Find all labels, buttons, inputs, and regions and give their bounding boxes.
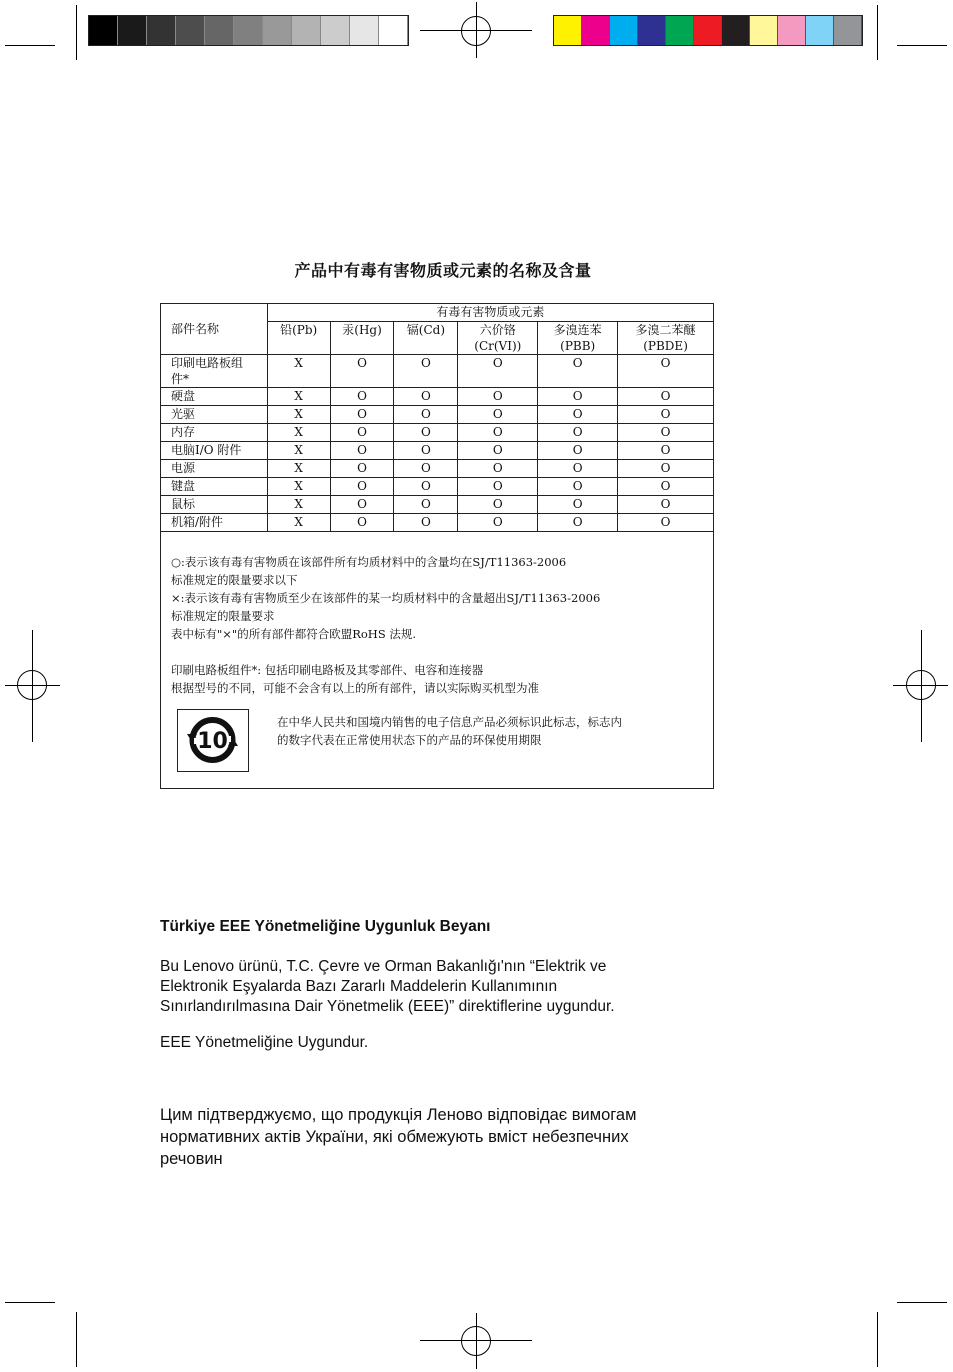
grey-swatch [350, 16, 379, 45]
note-line [171, 643, 600, 661]
ukraine-statement-line: нормативних актів України, які обмежують вміст небезпечних [160, 1128, 629, 1146]
substance-value-cell: O [394, 514, 458, 532]
substance-column-header [458, 322, 538, 355]
substance-value-cell: X [267, 514, 330, 532]
substance-value-cell: O [458, 355, 538, 388]
grey-swatch [263, 16, 292, 45]
part-name-cell [161, 388, 268, 406]
substance-value-cell: O [394, 496, 458, 514]
hazardous-substance-table [160, 303, 714, 532]
header-part-name: 部件名称 [161, 304, 268, 355]
substance-value-cell: O [538, 388, 618, 406]
substance-value-cell: O [330, 478, 394, 496]
substance-name: 镉(Cd) [406, 323, 446, 337]
substance-value-cell: O [618, 355, 714, 388]
part-name: 机箱/附件 [171, 515, 224, 529]
crop-mark [76, 5, 77, 60]
substance-value-cell: X [267, 355, 330, 388]
color-swatch [554, 16, 582, 45]
crop-mark [877, 5, 878, 60]
turkey-paragraph-line: Elektronik Eşyalarda Bazı Zararlı Maddelerin Kullanımının [160, 978, 558, 995]
substance-value-cell: O [618, 388, 714, 406]
substance-symbol [271, 338, 327, 354]
table-row [161, 406, 714, 424]
grey-swatch [147, 16, 176, 45]
epup-10-icon [177, 709, 249, 772]
substance-name: 铅(Pb) [280, 323, 318, 337]
substance-name: 六价铬 [479, 323, 516, 337]
note-line: 标准规定的限量要求以下 [171, 573, 298, 587]
part-name-cell [161, 424, 268, 442]
grey-calibration-bar [88, 15, 409, 46]
part-name: 印刷电路板组 [171, 356, 244, 370]
table-row [161, 355, 714, 388]
substance-value-cell: O [618, 442, 714, 460]
substance-value-cell: O [618, 496, 714, 514]
substance-value-cell: O [538, 442, 618, 460]
substance-value-cell: O [458, 406, 538, 424]
crop-mark [897, 1302, 947, 1303]
table-row [161, 424, 714, 442]
turkey-title: Türkiye EEE Yönetmeliğine Uygunluk Beyanı [160, 918, 491, 935]
crop-mark [877, 1312, 878, 1367]
substance-value-cell: O [330, 496, 394, 514]
table-row [161, 460, 714, 478]
epup-number: 10 [197, 729, 228, 754]
substance-value-cell: O [394, 478, 458, 496]
color-swatch [806, 16, 834, 45]
substance-name: 汞(Hg) [342, 323, 382, 337]
table-row [161, 514, 714, 532]
grey-swatch [234, 16, 263, 45]
part-name: 件* [171, 372, 190, 386]
substance-value-cell: O [394, 406, 458, 424]
part-name-cell [161, 478, 268, 496]
substance-symbol [334, 338, 391, 354]
turkey-conformity: EEE Yönetmeliğine Uygundur. [160, 1034, 369, 1051]
substance-value-cell: O [458, 478, 538, 496]
substance-value-cell: O [618, 460, 714, 478]
substance-value-cell: O [330, 460, 394, 478]
substance-value-cell: O [330, 424, 394, 442]
substance-symbol: (PBDE) [643, 339, 688, 353]
substance-value-cell: O [330, 355, 394, 388]
substance-value-cell: O [394, 460, 458, 478]
ukraine-statement-line: Цим підтверджуємо, що продукція Леново відповідає вимогам [160, 1106, 637, 1124]
substance-symbol: (Cr(VI)) [474, 339, 522, 353]
epup-description [277, 713, 622, 749]
color-swatch [582, 16, 610, 45]
table-row [161, 478, 714, 496]
substance-value-cell: O [394, 388, 458, 406]
color-swatch [834, 16, 862, 45]
substance-value-cell: O [394, 424, 458, 442]
crop-mark [897, 45, 947, 46]
substance-value-cell: O [618, 406, 714, 424]
part-name: 电脑I/O 附件 [171, 443, 242, 457]
color-swatch [778, 16, 806, 45]
color-swatch [750, 16, 778, 45]
substance-value-cell: O [330, 388, 394, 406]
part-name-cell [161, 460, 268, 478]
substance-symbol [397, 338, 454, 354]
substance-value-cell: O [538, 424, 618, 442]
substance-column-header [330, 322, 394, 355]
crop-mark [5, 45, 55, 46]
substance-value-cell: X [267, 460, 330, 478]
part-name: 鼠标 [171, 497, 196, 511]
substance-value-cell: X [267, 424, 330, 442]
substance-value-cell: O [538, 355, 618, 388]
substance-value-cell: O [458, 388, 538, 406]
part-name-cell [161, 355, 268, 388]
part-name: 光驱 [171, 407, 196, 421]
substance-value-cell: O [538, 514, 618, 532]
turkey-paragraph-line: Sınırlandırılmasına Dair Yönetmelik (EEE)” direktiflerine uygundur. [160, 998, 615, 1015]
substance-value-cell: O [618, 424, 714, 442]
crop-mark [76, 1312, 77, 1367]
substance-value-cell: O [458, 442, 538, 460]
substance-column-header [394, 322, 458, 355]
grey-swatch [321, 16, 350, 45]
substance-value-cell: O [618, 478, 714, 496]
substance-name: 多溴二苯醚 [635, 323, 696, 337]
substance-value-cell: O [330, 406, 394, 424]
substance-value-cell: X [267, 406, 330, 424]
substance-value-cell: O [458, 460, 538, 478]
substance-symbol: (PBB) [560, 339, 596, 353]
substance-value-cell: O [458, 514, 538, 532]
part-name-cell [161, 514, 268, 532]
part-name: 电源 [171, 461, 196, 475]
substance-value-cell: O [538, 496, 618, 514]
note-line: ×:表示该有毒有害物质至少在该部件的某一均质材料中的含量超出SJ/T11363-2006 [171, 591, 601, 605]
substance-value-cell: O [394, 442, 458, 460]
table-header-row [161, 304, 714, 322]
substance-column-header [538, 322, 618, 355]
part-name-cell [161, 442, 268, 460]
table-row [161, 388, 714, 406]
grey-swatch [379, 16, 408, 45]
part-name-cell [161, 496, 268, 514]
substance-column-header [267, 322, 330, 355]
substance-value-cell: O [458, 424, 538, 442]
part-name-cell [161, 406, 268, 424]
substance-value-cell: O [330, 514, 394, 532]
grey-swatch [89, 16, 118, 45]
substance-value-cell: X [267, 478, 330, 496]
table-row [161, 442, 714, 460]
substance-value-cell: O [618, 514, 714, 532]
color-swatch [666, 16, 694, 45]
part-name: 键盘 [171, 479, 196, 493]
substance-value-cell: O [458, 496, 538, 514]
substance-value-cell: X [267, 388, 330, 406]
substance-value-cell: X [267, 442, 330, 460]
color-calibration-bar [553, 15, 863, 46]
grey-swatch [292, 16, 321, 45]
color-swatch [722, 16, 750, 45]
substance-value-cell: O [538, 478, 618, 496]
substance-column-header [618, 322, 714, 355]
part-name: 硬盘 [171, 389, 196, 403]
grey-swatch [118, 16, 147, 45]
color-swatch [610, 16, 638, 45]
color-swatch [694, 16, 722, 45]
epup-text-line: 在中华人民共和国境内销售的电子信息产品必须标识此标志，标志内 [277, 715, 622, 729]
substance-value-cell: O [330, 442, 394, 460]
note-line: 根据型号的不同，可能不会含有以上的所有部件，请以实际购买机型为准 [171, 681, 539, 695]
substance-value-cell: O [538, 406, 618, 424]
ukraine-statement-line: речовин [160, 1150, 223, 1168]
header-group: 有毒有害物质或元素 [267, 304, 713, 322]
substance-value-cell: O [538, 460, 618, 478]
grey-swatch [176, 16, 205, 45]
substance-name: 多溴连苯 [553, 323, 602, 337]
table-row [161, 496, 714, 514]
note-line: 标准规定的限量要求 [171, 609, 275, 623]
epup-text-line: 的数字代表在正常使用状态下的产品的环保使用期限 [277, 733, 542, 747]
note-line: 印刷电路板组件*: 包括印刷电路板及其零部件、电容和连接器 [171, 663, 484, 677]
substance-value-cell: O [394, 355, 458, 388]
note-line: ○:表示该有毒有害物质在该部件所有均质材料中的含量均在SJ/T11363-2006 [171, 555, 567, 569]
rohs-table-title: 产品中有毒有害物质或元素的名称及含量 [294, 261, 592, 280]
turkey-paragraph-line: Bu Lenovo ürünü, T.C. Çevre ve Orman Bakanlığı'nın “Elektrik ve [160, 958, 607, 975]
color-swatch [638, 16, 666, 45]
part-name: 内存 [171, 425, 196, 439]
crop-mark [5, 1302, 55, 1303]
substance-value-cell: X [267, 496, 330, 514]
grey-swatch [205, 16, 234, 45]
note-line: 表中标有"×"的所有部件都符合欧盟RoHS 法规. [171, 627, 417, 641]
rohs-notes [171, 553, 600, 697]
